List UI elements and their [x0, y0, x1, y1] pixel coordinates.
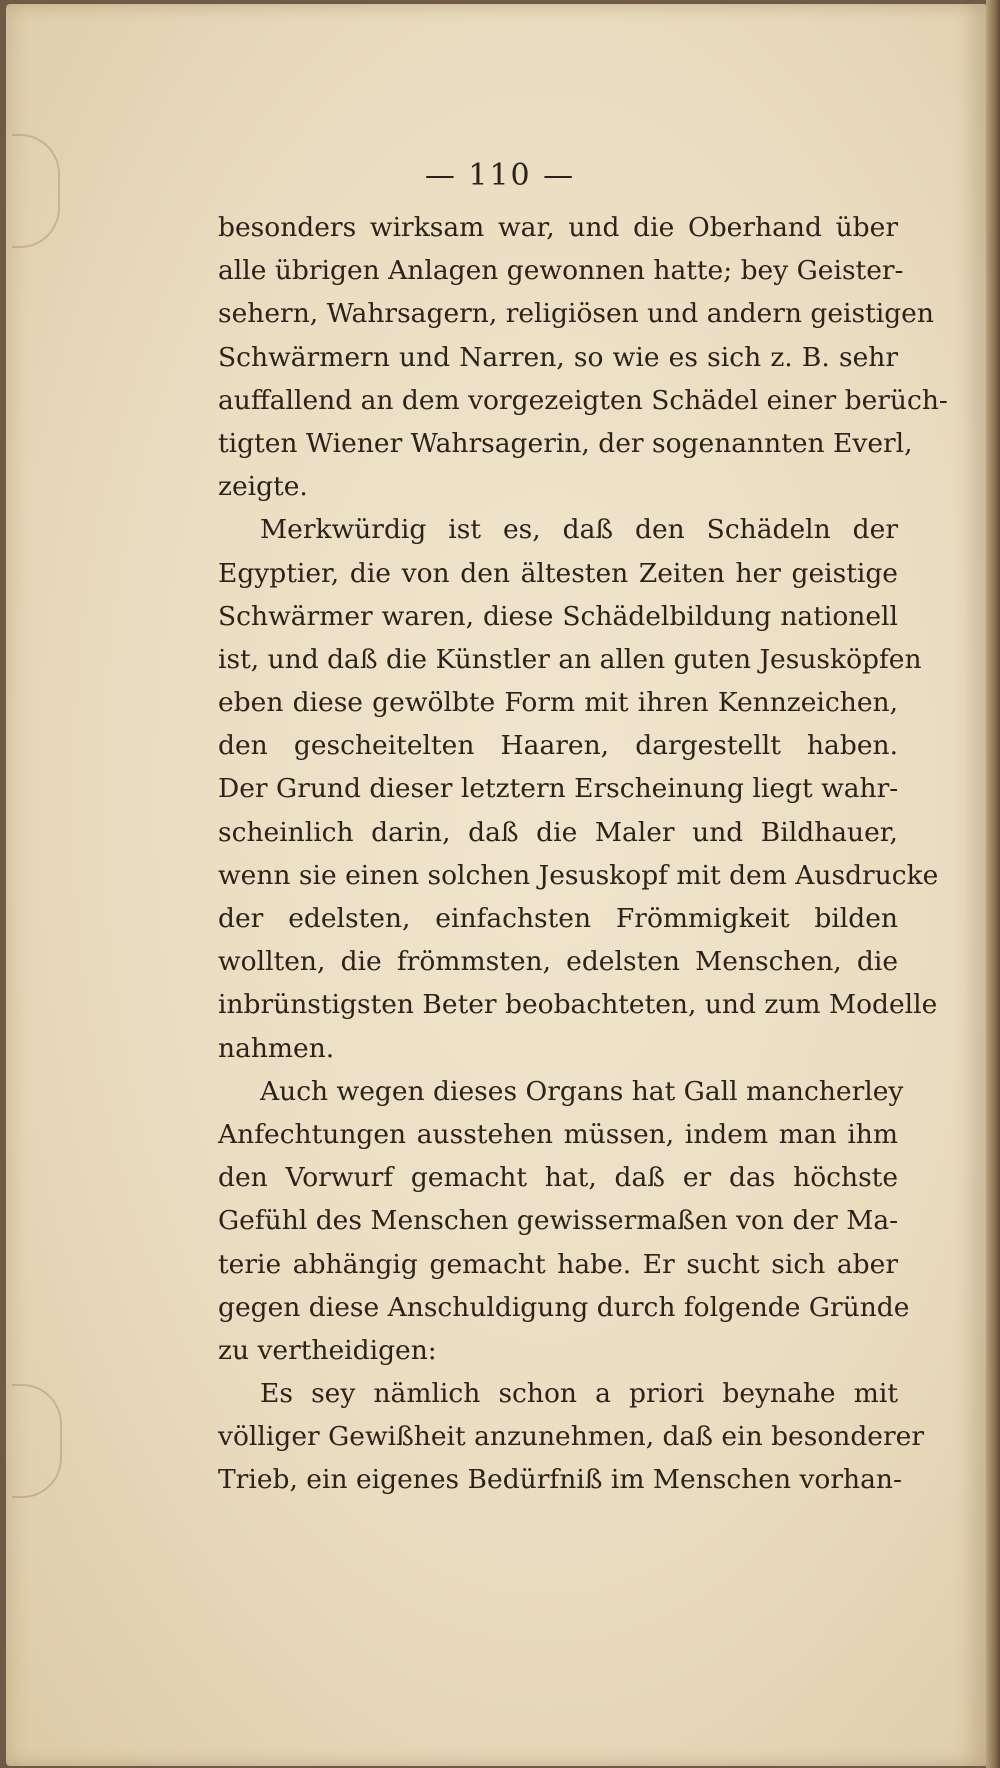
text-line: Trieb, ein eigenes Bedürfniß im Menschen vorhan- [218, 1464, 902, 1496]
text-line: ist, und daß die Künstler an allen guten Jesusköpfen [218, 643, 922, 675]
text-line: inbrünstigsten Beter beobachteten, und zum Modelle [218, 989, 938, 1021]
text-line: der edelsten, einfachsten Frömmigkeit bilden [218, 903, 898, 934]
text-line: Egyptier, die von den ältesten Zeiten her geistige [218, 557, 898, 589]
text-line: den Vorwurf gemacht hat, daß er das höchste [218, 1162, 898, 1194]
text-line: Schwärmer waren, diese Schädelbildung nationell [218, 600, 898, 632]
text-line: wenn sie einen solchen Jesuskopf mit dem Ausdrucke [218, 859, 939, 891]
text-line: tigten Wiener Wahrsagerin, der sogenannten Everl, [218, 427, 913, 459]
text-line: terie abhängig gemacht habe. Er sucht sich aber [218, 1248, 898, 1280]
text-line: Schwärmern und Narren, so wie es sich z. B. sehr [218, 341, 898, 373]
page-body-text [218, 206, 948, 1502]
text-line: nahmen. [218, 1032, 335, 1064]
paragraph-first-line: Auch wegen dieses Organs hat Gall mancherley [260, 1075, 904, 1107]
text-line: zu vertheidigen: [218, 1334, 437, 1366]
text-line: sehern, Wahrsagern, religiösen und andern geistigen [218, 298, 934, 330]
page-stain-bottom [12, 1384, 62, 1498]
text-line: völliger Gewißheit anzunehmen, daß ein besonderer [218, 1421, 925, 1453]
text-line: gegen diese Anschuldigung durch folgende Gründe [218, 1291, 910, 1323]
text-line: zeigte. [218, 471, 308, 503]
paragraph-first-line: Es sey nämlich schon a priori beynahe mit [260, 1378, 898, 1410]
paragraph-first-line: Merkwürdig ist es, daß den Schädeln der [260, 514, 898, 546]
text-line: den gescheitelten Haaren, dargestellt haben. [218, 730, 898, 762]
text-line: alle übrigen Anlagen gewonnen hatte; bey Geister- [218, 255, 904, 287]
text-line: eben diese gewölbte Form mit ihren Kennzeichen, [218, 687, 898, 719]
text-line: auffallend an dem vorgezeigten Schädel einer berüch- [218, 384, 948, 416]
text-line: scheinlich darin, daß die Maler und Bildhauer, [218, 816, 898, 848]
text-line: wollten, die frömmsten, edelsten Menschen, die [218, 946, 898, 978]
book-edge [986, 0, 1000, 1768]
page-number-header: — 110 — [424, 158, 576, 193]
text-line: besonders wirksam war, und die Oberhand über [218, 212, 898, 243]
text-line: Der Grund dieser letztern Erscheinung liegt wahr- [218, 773, 899, 805]
text-line: Gefühl des Menschen gewissermaßen von der Ma- [218, 1205, 899, 1237]
text-line: Anfechtungen ausstehen müssen, indem man ihm [218, 1118, 898, 1150]
